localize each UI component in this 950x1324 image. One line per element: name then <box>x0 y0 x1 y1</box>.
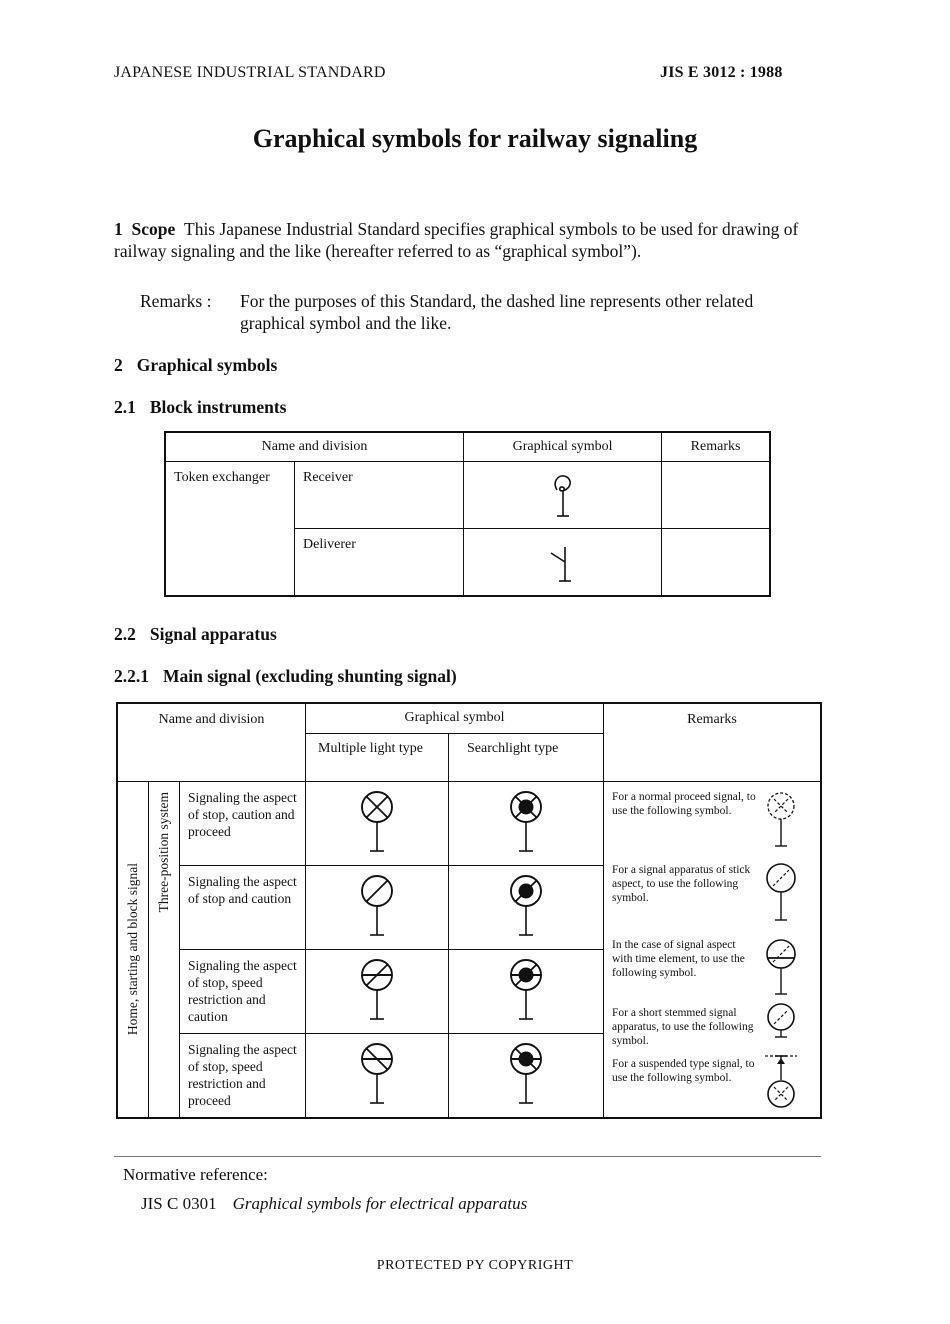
deliverer-label: Deliverer <box>303 537 356 552</box>
system-label: Three-position system <box>156 791 171 912</box>
searchlight-slash-icon <box>449 866 603 949</box>
col-header-multiple-light: Multiple light type <box>306 733 449 781</box>
normal-proceed-signal-icon <box>764 790 798 850</box>
header-standard-name: JAPANESE INDUSTRIAL STANDARD <box>114 64 386 81</box>
multiple-light-backslash-bar-icon <box>306 1034 448 1117</box>
scope-text: This Japanese Industrial Standard specifies graphical symbols to be used for drawing of railway signaling and the like (hereafter referred to as “graphical symbol”). <box>114 219 799 261</box>
remarks-label: Remarks : <box>140 291 212 311</box>
section-heading-2: 2 Graphical symbols <box>114 355 278 375</box>
col-header-graphical-symbol: Graphical symbol <box>306 703 604 733</box>
footnote-divider <box>114 1156 821 1157</box>
receiver-symbol-icon <box>464 462 661 528</box>
col-header-remarks: Remarks <box>662 432 770 462</box>
searchlight-x-icon <box>449 782 603 865</box>
scope-heading: Scope <box>131 219 176 239</box>
searchlight-slash-bar-icon <box>449 950 603 1033</box>
page-title: Graphical symbols for railway signaling <box>252 124 698 153</box>
col-header-name-division: Name and division <box>117 703 306 781</box>
header-standard-number: JIS E 3012 : 1988 <box>660 64 783 81</box>
receiver-label: Receiver <box>303 470 353 485</box>
searchlight-backslash-bar-icon <box>449 1034 603 1117</box>
short-stemmed-signal-icon <box>764 1002 798 1042</box>
scope-number: 1 <box>114 219 123 239</box>
copyright-notice: PROTECTED PY COPYRIGHT <box>376 1258 574 1273</box>
row-label-4: Signaling the aspect of stop, speed restriction and proceed <box>180 1033 306 1118</box>
suspended-type-signal-icon <box>764 1050 798 1112</box>
remark-time-element: In the case of signal aspect with time element, to use the following symbol. <box>612 938 745 979</box>
col-header-name: Name and division <box>165 432 464 462</box>
remark-normal-proceed: For a normal proceed signal, to use the following symbol. <box>612 790 756 817</box>
remark-stick-aspect: For a signal apparatus of stick aspect, to use the following symbol. <box>612 863 751 904</box>
remarks-text: For the purposes of this Standard, the dashed line represents other related graphical symbol and the like. <box>240 291 754 333</box>
time-element-signal-icon <box>764 936 798 998</box>
section-heading-2-1: 2.1 Block instruments <box>114 397 287 417</box>
block-instruments-table <box>164 431 771 597</box>
row-label-2: Signaling the aspect of stop and caution <box>180 865 306 949</box>
multiple-light-slash-icon <box>306 866 448 949</box>
group-label: Home, starting and block signal <box>125 862 140 1036</box>
scope-remarks <box>140 291 830 334</box>
row-label-3: Signaling the aspect of stop, speed restriction and caution <box>180 949 306 1033</box>
multiple-light-slash-bar-icon <box>306 950 448 1033</box>
main-signal-table <box>116 702 822 1119</box>
footnote-reference <box>141 1194 527 1214</box>
section-heading-2-2: 2.2 Signal apparatus <box>114 624 277 644</box>
remarks-panel <box>604 782 820 1114</box>
col-header-remarks: Remarks <box>604 703 822 781</box>
col-header-symbol: Graphical symbol <box>464 432 662 462</box>
scope-paragraph <box>114 219 824 262</box>
stick-aspect-signal-icon <box>764 860 798 924</box>
section-heading-2-2-1: 2.2.1 Main signal (excluding shunting signal) <box>114 666 457 686</box>
footnote-code: JIS C 0301 <box>141 1194 217 1213</box>
multiple-light-x-icon <box>306 782 448 865</box>
footnote-title: Normative reference: <box>123 1165 268 1184</box>
footnote-ref-title: Graphical symbols for electrical apparatus <box>232 1194 528 1213</box>
remark-short-stemmed: For a short stemmed signal apparatus, to use the following symbol. <box>612 1006 754 1047</box>
token-exchanger-label: Token exchanger <box>174 470 270 485</box>
col-header-searchlight: Searchlight type <box>449 733 604 781</box>
deliverer-symbol-icon <box>464 529 661 595</box>
remark-suspended-type: For a suspended type signal, to use the following symbol. <box>612 1057 755 1084</box>
row-label-1: Signaling the aspect of stop, caution and proceed <box>180 781 306 865</box>
